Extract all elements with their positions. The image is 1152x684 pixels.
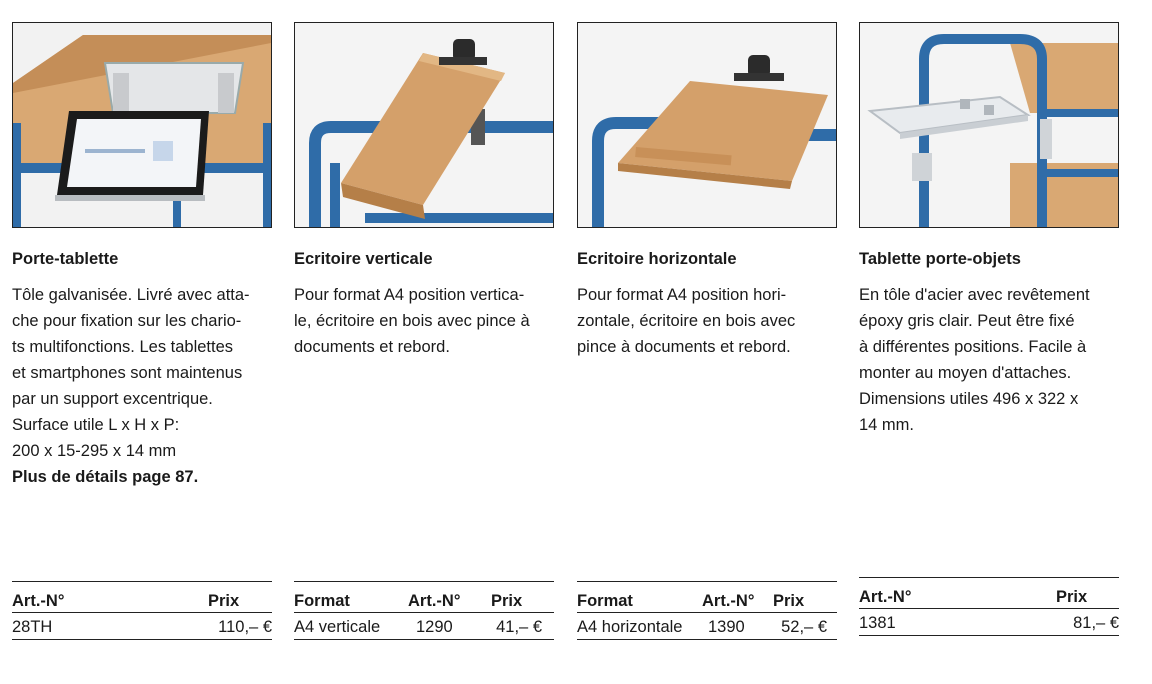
cell-art-no: 1381 [859, 614, 896, 632]
cell-art-no: 28TH [12, 618, 53, 636]
description-line: le, écritoire en bois avec pince à [294, 312, 530, 330]
product-title: Tablette porte-objets [859, 250, 1021, 268]
vertical-clipboard-photo [294, 22, 554, 228]
cell-format: A4 verticale [294, 618, 381, 636]
cell-prix: 52,– € [781, 618, 827, 636]
description-line: En tôle d'acier avec revêtement [859, 286, 1090, 304]
description-line: et smartphones sont maintenus [12, 364, 243, 382]
description-line: époxy gris clair. Peut être fixé [859, 312, 1075, 330]
description-line: 14 mm. [859, 416, 915, 434]
cell-prix: 81,– € [1073, 614, 1119, 632]
header-prix: Prix [773, 592, 805, 610]
product-title: Ecritoire verticale [294, 250, 433, 268]
cell-art-no: 1290 [416, 618, 453, 636]
header-art-no: Art.-N° [12, 592, 65, 610]
description-line: ts multifonctions. Les tablettes [12, 338, 234, 356]
horizontal-clipboard-illustration [578, 23, 836, 227]
product-title: Porte-tablette [12, 250, 119, 268]
description-line: Tôle galvanisée. Livré avec atta- [12, 286, 250, 304]
product-title: Ecritoire horizontale [577, 250, 737, 268]
description-line: Pour format A4 position hori- [577, 286, 787, 304]
table-header [12, 591, 272, 611]
header-art-no: Art.-N° [408, 592, 461, 610]
description-line: zontale, écritoire en bois avec [577, 312, 796, 330]
table-header [859, 587, 1119, 607]
header-prix: Prix [491, 592, 523, 610]
tablet-holder-photo [12, 22, 272, 228]
header-format: Format [294, 592, 350, 610]
description-line: monter au moyen d'attaches. [859, 364, 1072, 382]
cell-prix: 110,– € [218, 618, 272, 636]
table-header [294, 591, 554, 611]
header-format: Format [577, 592, 633, 610]
horizontal-clipboard-photo [577, 22, 837, 228]
header-prix: Prix [1056, 588, 1088, 606]
description-line: par un support excentrique. [12, 390, 213, 408]
description-line: à différentes positions. Facile à [859, 338, 1087, 356]
cell-format: A4 horizontale [577, 618, 683, 636]
description-line: Dimensions utiles 496 x 322 x [859, 390, 1079, 408]
table-row [294, 617, 554, 637]
product-description [12, 282, 274, 490]
product-description [577, 282, 839, 360]
description-line: Pour format A4 position vertica- [294, 286, 525, 304]
cell-prix: 41,– € [496, 618, 542, 636]
header-art-no: Art.-N° [702, 592, 755, 610]
product-description [859, 282, 1121, 438]
page-reference: Plus de détails page 87. [12, 468, 199, 486]
description-line: Surface utile L x H x P: [12, 416, 180, 434]
description-line: 200 x 15-295 x 14 mm [12, 442, 177, 460]
object-tray-illustration [860, 23, 1118, 227]
table-row [577, 617, 837, 637]
vertical-clipboard-illustration [295, 23, 553, 227]
tablet-holder-illustration [13, 23, 271, 227]
product-description [294, 282, 556, 360]
header-art-no: Art.-N° [859, 588, 912, 606]
table-row [859, 613, 1119, 633]
table-row [12, 617, 272, 637]
table-header [577, 591, 837, 611]
cell-art-no: 1390 [708, 618, 745, 636]
description-line: che pour fixation sur les chario- [12, 312, 242, 330]
description-line: pince à documents et rebord. [577, 338, 791, 356]
header-prix: Prix [208, 592, 240, 610]
object-tray-photo [859, 22, 1119, 228]
description-line: documents et rebord. [294, 338, 450, 356]
